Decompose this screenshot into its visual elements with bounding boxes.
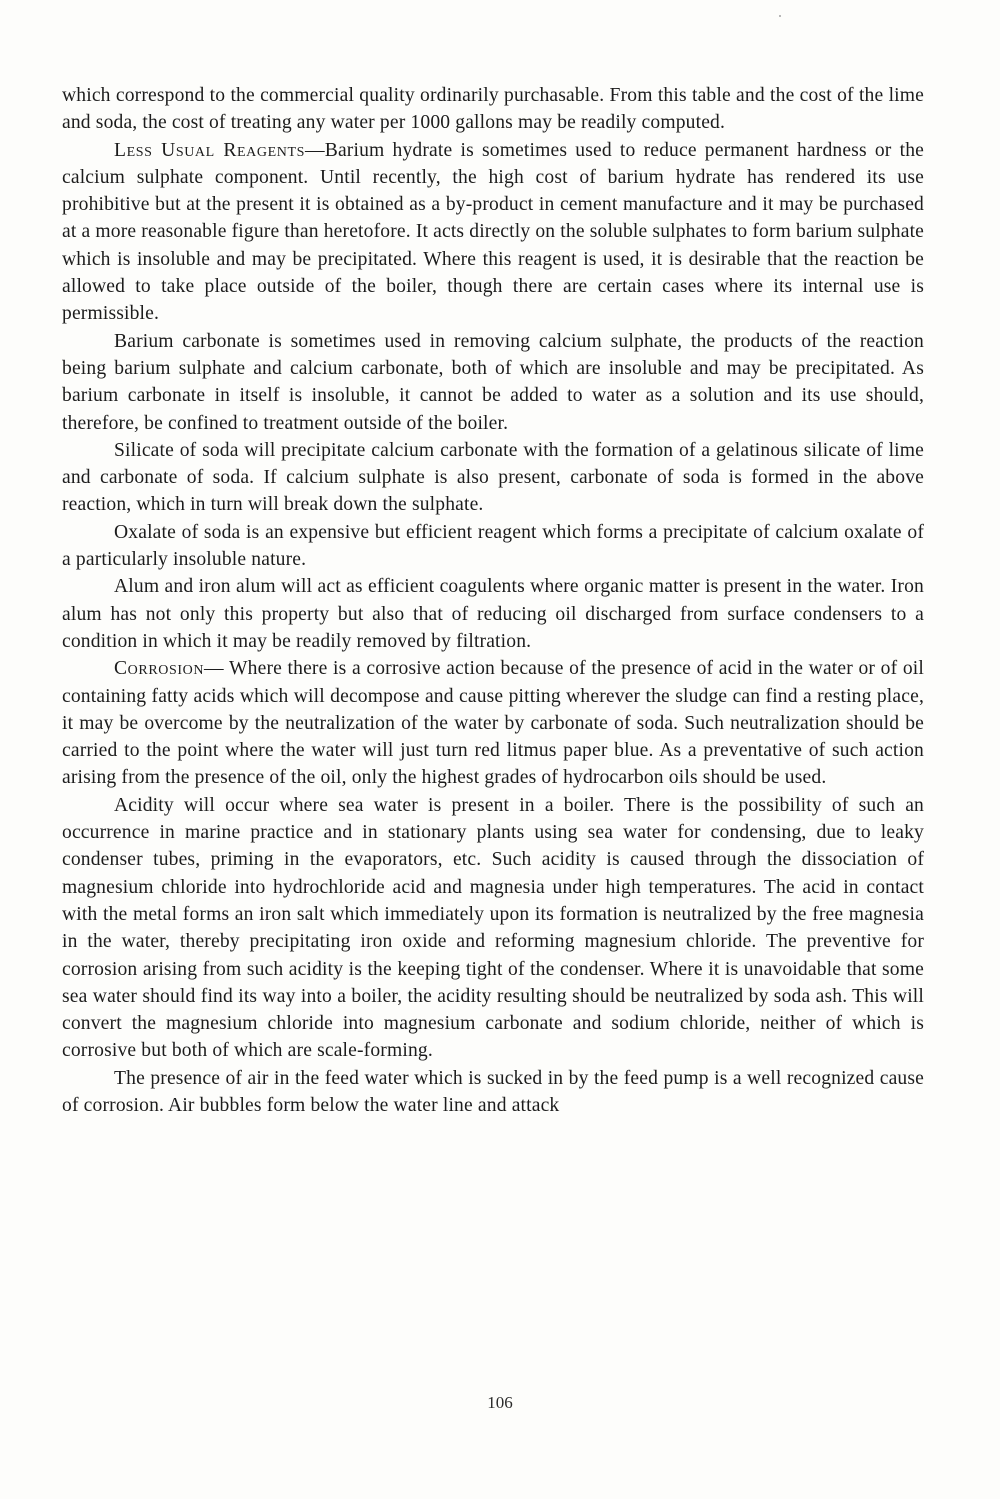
paragraph-alum [62,573,924,655]
section-heading-corrosion: Corrosion [114,658,205,680]
paragraph-text: Acidity will occur where sea water is present in a boiler. There is the possibility of such an occurrence in marine practice and in stationary plants using sea water for condensing, due to leaky condenser tubes, priming in the evaporators, etc. Such acidity is caused through the dissociation of magnesium chloride into hydrochloride acid and magnesia under high temperatures. The acid in contact with the metal forms an iron salt which immediately upon its formation is neutralized by the free magnesia in the water, thereby precipitating iron oxide and reforming magnesium chloride. The preventive for corrosion arising from such acidity is the keeping tight of the condenser. Where it is unavoidable that some sea water should find its way into a boiler, the acidity resulting should be neutralized by soda ash. This will convert the magnesium chloride into magnesium carbonate and sodium chloride, neither of which is corrosive but both of which are scale-forming. [62,794,924,1062]
paragraph-text: Oxalate of soda is an expensive but efficient reagent which forms a precipitate of calcium oxalate of a particularly insoluble nature. [62,521,924,571]
paragraph-acidity [62,792,924,1065]
paragraph-oxalate-of-soda [62,519,924,574]
page-body [62,82,924,1119]
page-number: 106 [487,1393,513,1412]
paragraph-text: Alum and iron alum will act as efficient coagulents where organic matter is present in the water. Iron alum has not only this property but also that of reducing oil discharged from surface condensers to a condition in which it may be readily removed by filtration. [62,576,924,652]
paragraph-less-usual-reagents [62,137,924,328]
paragraph-air-in-feed-water [62,1065,924,1120]
paragraph-lime-soda-cost [62,82,924,137]
paragraph-text: — Where there is a corrosive action because of the presence of acid in the water or of oil containing fatty acids which will decompose and cause pitting wherever the sludge can find a resting place, it may be overcome by the neutralization of the water by carbonate of soda. Such neutralization should be carried to the point where the water will just turn red litmus paper blue. As a preventative of such action arising from the presence of the oil, only the highest grades of hydrocarbon oils should be used. [62,658,924,789]
paragraph-text: which correspond to the commercial quality ordinarily purchasable. From this table and the cost of the lime and soda, the cost of treating any water per 1000 gallons may be readily computed. [62,85,924,134]
paragraph-text: The presence of air in the feed water which is sucked in by the feed pump is a well recognized cause of corrosion. Air bubbles form below the water line and attack [62,1067,924,1116]
paragraph-barium-carbonate [62,328,924,437]
scan-speck [779,15,781,17]
paragraph-text: —Barium hydrate is sometimes used to reduce permanent hardness or the calcium sulphate component. Until recently, the high cost of barium hydrate has rendered its use prohibitive but at the present it is obtained as a by-product in cement manufacture and it may be purchased at a more reasonable figure than heretofore. It acts directly on the soluble sulphates to form barium sulphate which is insoluble and may be precipitated. Where this reagent is used, it is desirable that the reaction be allowed to take place outside of the boiler, though there are certain cases where its internal use is permissible. [62,139,925,325]
section-heading-less-usual-reagents: Less Usual Reagents [114,139,305,161]
paragraph-silicate-of-soda [62,437,924,519]
paragraph-corrosion [62,655,924,791]
paragraph-text: Silicate of soda will precipitate calcium carbonate with the formation of a gelatinous silicate of lime and carbonate of soda. If calcium sulphate is also present, carbonate of soda is formed in the above reaction, which in turn will break down the sulphate. [62,439,924,516]
paragraph-text: Barium carbonate is sometimes used in removing calcium sulphate, the products of the reaction being barium sulphate and calcium carbonate, both of which are insoluble and may be precipitated. As barium carbonate in itself is insoluble, it cannot be added to water as a solution and its use should, therefore, be confined to treatment outside of the boiler. [62,330,924,434]
